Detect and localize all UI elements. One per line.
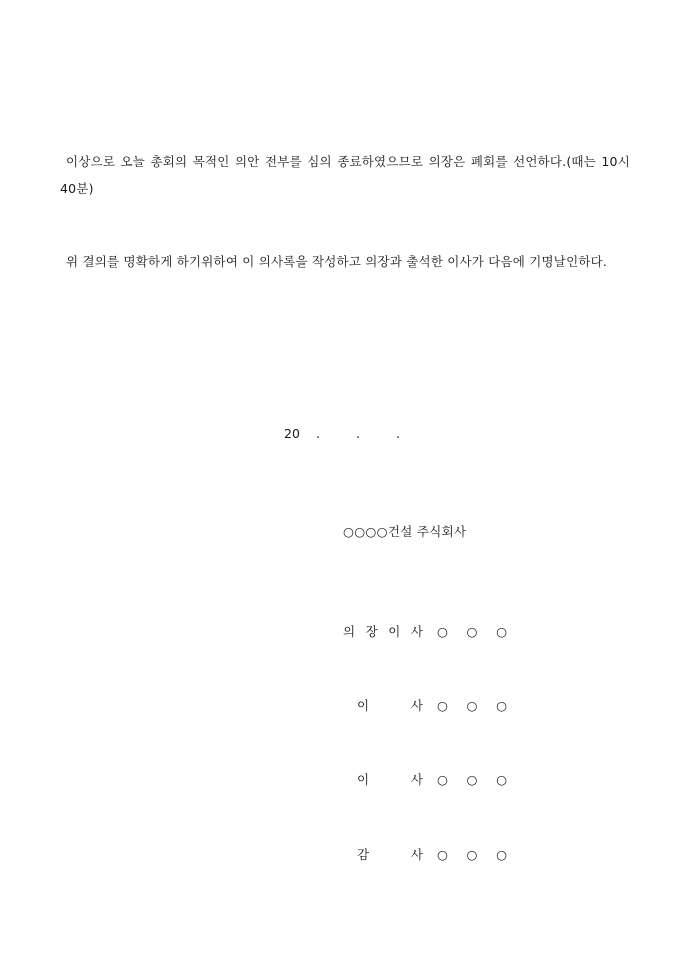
title-char: 의 <box>343 624 356 639</box>
title-char: 장 <box>365 624 378 639</box>
name-char: ○ <box>496 846 507 862</box>
date-separator-day: . <box>356 426 360 441</box>
name-char: ○ <box>437 771 448 787</box>
resolution-paragraph <box>60 248 630 275</box>
closing-paragraph-text: 이상으로 오늘 총회의 목적인 의안 전부를 심의 종료하였으므로 의장은 폐회를 선언하다.(때는 10시 40분) <box>60 154 630 196</box>
title-char: 사 <box>410 624 423 639</box>
title-char: 감 <box>357 847 370 862</box>
name-char: ○ <box>466 771 478 787</box>
name-char: ○ <box>437 623 448 639</box>
name-char: ○ <box>437 846 448 862</box>
closing-paragraph <box>60 148 630 202</box>
date-separator-month: . <box>316 426 320 441</box>
title-char: 이 <box>357 772 370 787</box>
title-char: 사 <box>410 772 423 787</box>
signatory-name-placeholder <box>437 847 507 862</box>
signatory-row-chairman <box>343 622 507 640</box>
title-char: 이 <box>357 698 370 713</box>
date-line <box>284 426 436 441</box>
signatory-name-placeholder <box>437 624 507 639</box>
signatory-row-director-1 <box>343 696 507 714</box>
signatory-title <box>343 622 423 640</box>
signatory-name-placeholder <box>437 698 507 713</box>
signatory-title <box>343 696 423 714</box>
signatory-row-director-2 <box>343 770 507 788</box>
name-char: ○ <box>496 623 507 639</box>
signatory-row-auditor <box>343 845 507 863</box>
title-char: 이 <box>388 624 401 639</box>
name-char: ○ <box>466 623 478 639</box>
name-char: ○ <box>496 697 507 713</box>
name-char: ○ <box>466 697 478 713</box>
signatory-title <box>343 845 423 863</box>
date-separator-end: . <box>396 426 400 441</box>
signatory-name-placeholder <box>437 772 507 787</box>
name-char: ○ <box>466 846 478 862</box>
name-char: ○ <box>496 771 507 787</box>
resolution-paragraph-text: 위 결의를 명확하게 하기위하여 이 의사록을 작성하고 의장과 출석한 이사가 다음에 기명날인하다. <box>66 254 608 269</box>
company-name: ○○○○건설 주식회사 <box>343 524 467 539</box>
title-char: 사 <box>410 847 423 862</box>
date-year: 20 <box>284 426 300 441</box>
name-char: ○ <box>437 697 448 713</box>
title-char: 사 <box>410 698 423 713</box>
signatory-title <box>343 770 423 788</box>
